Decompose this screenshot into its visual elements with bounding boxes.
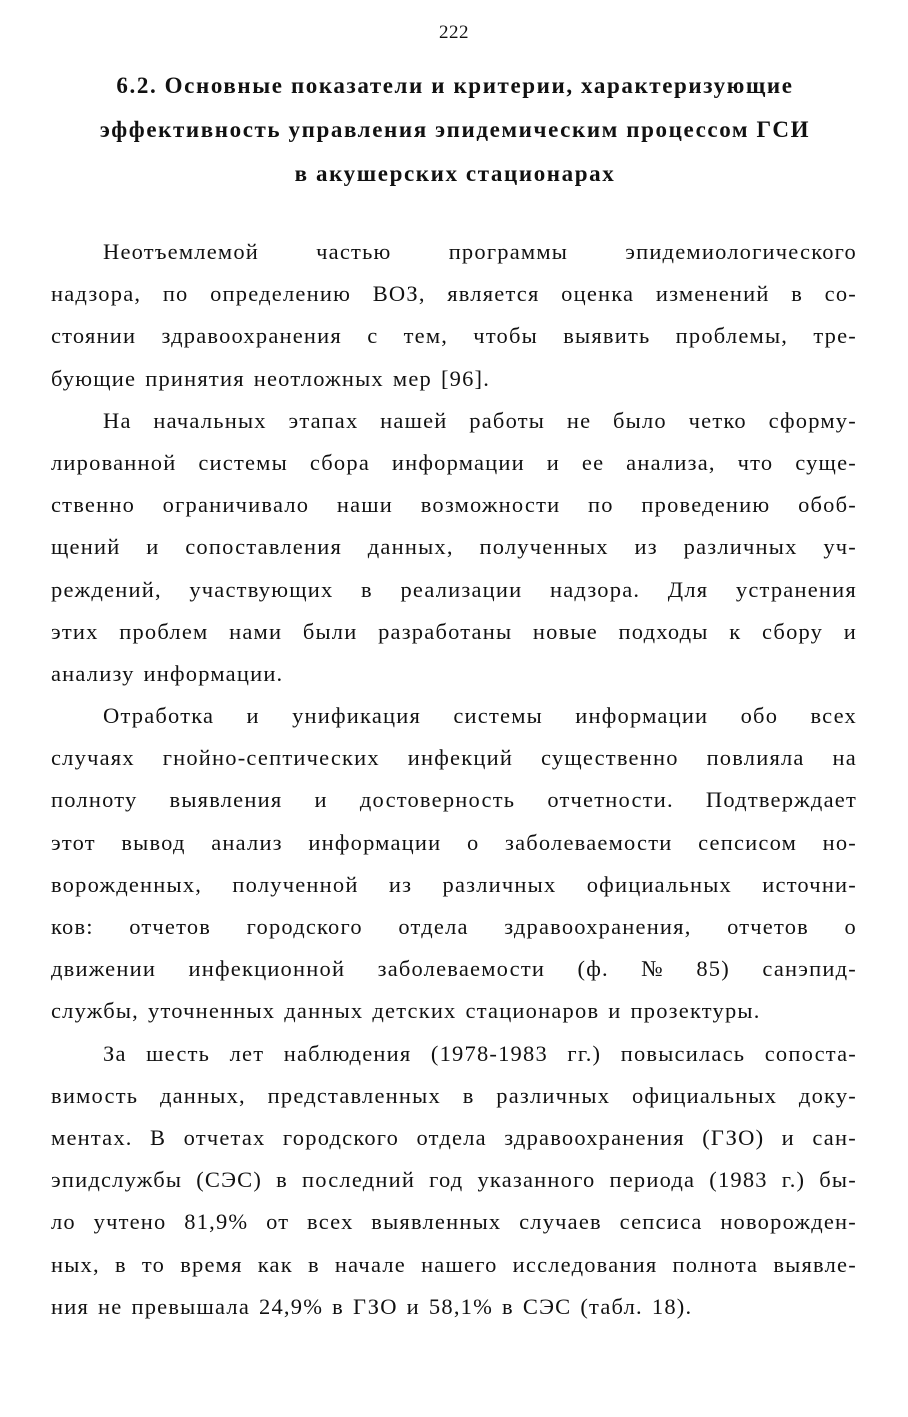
text-line: вимость данных, представленных в различных официальных доку- <box>51 1082 857 1108</box>
paragraph <box>51 231 857 400</box>
text-line: На начальных этапах нашей работы не было четко сформу- <box>103 407 857 433</box>
text-line: Отработка и унификация системы информации обо всех <box>103 703 857 729</box>
text-line: ных, в то время как в начале нашего исследования полнота выявле- <box>51 1251 857 1277</box>
paragraph <box>51 1033 857 1328</box>
heading-line: 6.2. Основные показатели и критерии, характеризующие <box>116 73 794 98</box>
text-line: надзора, по определению ВОЗ, является оценка изменений в со- <box>51 281 857 307</box>
text-line: ния не превышала 24,9% в ГЗО и 58,1% в СЭС (табл. 18). <box>51 1293 693 1319</box>
page-number: 222 <box>439 22 469 43</box>
heading-line: эффективность управления эпидемическим процессом ГСИ <box>99 117 811 142</box>
text-line: ственно ограничивало наши возможности по проведению обоб- <box>51 492 857 518</box>
text-line: этих проблем нами были разработаны новые подходы к сбору и <box>51 618 857 644</box>
text-line: бующие принятия неотложных мер [96]. <box>51 365 491 391</box>
text-line: ло учтено 81,9% от всех выявленных случаев сепсиса новорожден- <box>51 1209 857 1235</box>
section-heading <box>40 64 870 196</box>
body-text <box>51 231 857 1328</box>
text-line: движении инфекционной заболеваемости (ф. № 85) санэпид- <box>51 956 857 982</box>
text-line: анализу информации. <box>51 660 284 686</box>
text-line: лированной системы сбора информации и ее анализа, что суще- <box>51 449 857 475</box>
heading-line: в акушерских стационарах <box>294 161 616 186</box>
text-line: стоянии здравоохранения с тем, чтобы выявить проблемы, тре- <box>51 323 857 349</box>
paragraph <box>51 400 857 695</box>
text-line: реждений, участвующих в реализации надзора. Для устранения <box>51 576 857 602</box>
text-line: случаях гнойно-септических инфекций существенно повлияла на <box>51 745 857 771</box>
text-line: ков: отчетов городского отдела здравоохранения, отчетов о <box>51 914 857 939</box>
text-line: этот вывод анализ информации о заболеваемости сепсисом но- <box>51 829 857 855</box>
text-line: щений и сопоставления данных, полученных из различных уч- <box>51 534 857 560</box>
text-line: эпидслужбы (СЭС) в последний год указанного периода (1983 г.) бы- <box>51 1167 857 1193</box>
text-line: ворожденных, полученной из различных официальных источни- <box>51 871 857 897</box>
text-line: Неотъемлемой частью программы эпидемиологического <box>103 239 857 264</box>
paragraph <box>51 695 857 1033</box>
text-line: службы, уточненных данных детских стационаров и прозектуры. <box>51 998 761 1024</box>
text-line: За шесть лет наблюдения (1978-1983 гг.) повысилась сопоста- <box>103 1040 857 1066</box>
text-line: полноту выявления и достоверность отчетности. Подтверждает <box>51 787 857 813</box>
text-line: ментах. В отчетах городского отдела здравоохранения (ГЗО) и сан- <box>51 1124 857 1150</box>
